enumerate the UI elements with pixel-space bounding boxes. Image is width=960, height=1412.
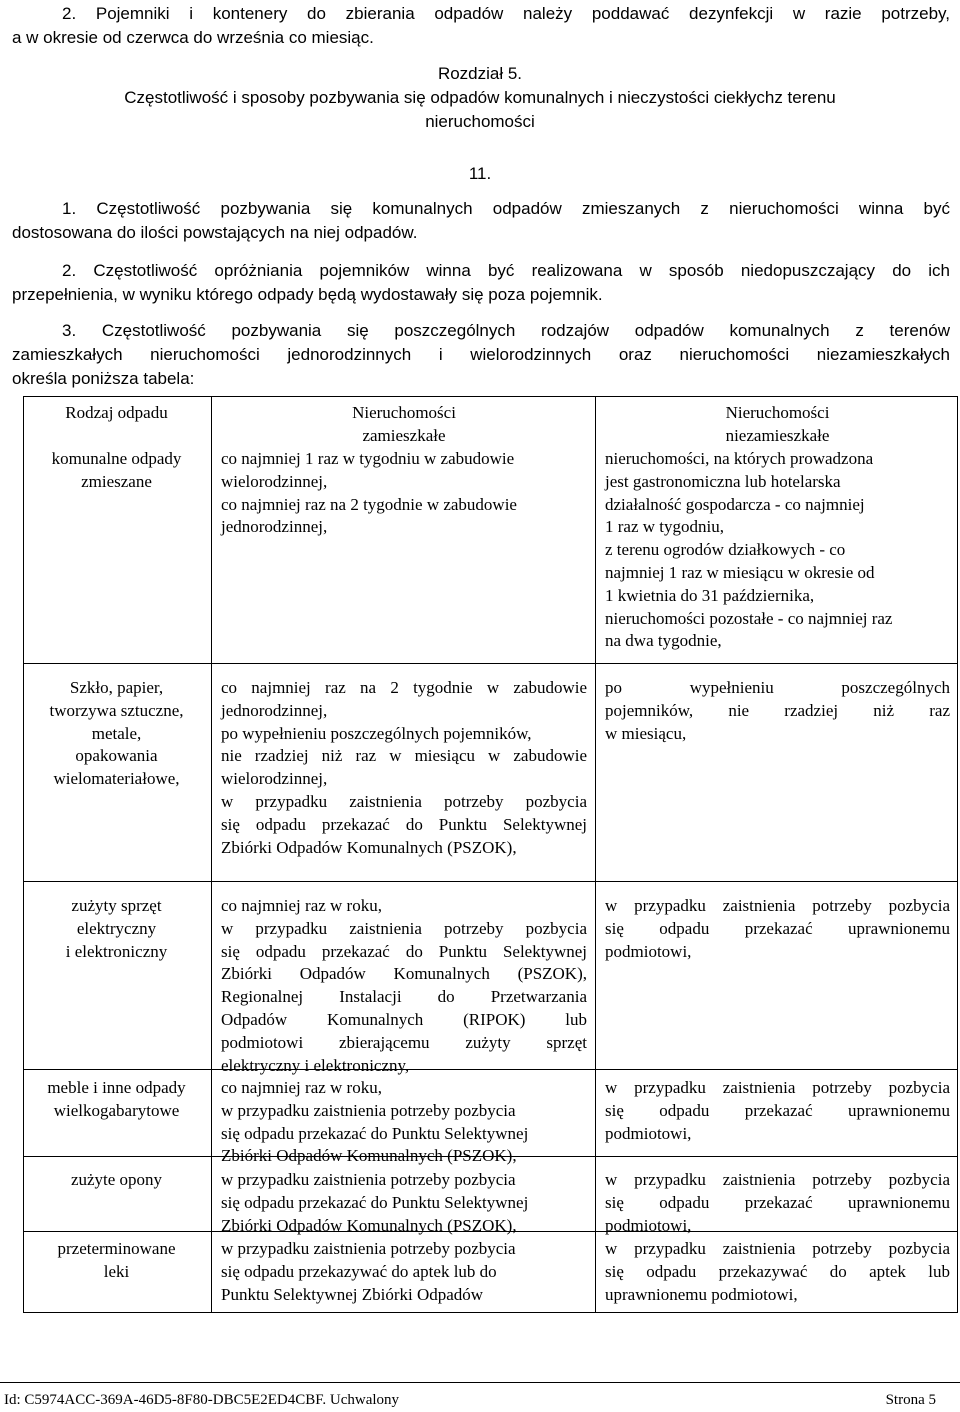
cell-line: Zbiórki Odpadów Komunalnych (PSZOK),	[221, 964, 587, 984]
cell-line: 1 kwietnia do 31 października,	[605, 585, 815, 605]
cell-residential	[221, 895, 587, 1077]
cell-line: co najmniej 1 raz w tygodniu w zabudowie	[221, 449, 515, 468]
cell-nonresidential	[605, 448, 950, 653]
header-nonresidential	[605, 402, 950, 448]
document-id: Id: C5974ACC-369A-46D5-8F80-DBC5E2ED4CBF. Uchwalony	[4, 1392, 400, 1408]
cell-waste-type	[34, 1169, 199, 1192]
cell-line: jest gastronomiczna lub hotelarska	[605, 471, 841, 491]
header-line: Nieruchomości	[725, 403, 830, 422]
section-number: 11.	[468, 164, 492, 183]
cell-waste-type	[34, 677, 199, 791]
column-divider	[211, 397, 212, 1312]
cell-line: w przypadku zaistnienia potrzeby pozbycia	[605, 1239, 950, 1258]
header-residential	[221, 402, 587, 448]
cell-nonresidential	[605, 1077, 950, 1145]
paragraph-line: zamieszkałych nieruchomości jednorodzinnych i wielorodzinnych oraz nieruchomości niezamieszkałych	[12, 345, 950, 364]
cell-line: jednorodzinnej,	[221, 700, 328, 720]
paragraph-line: przepełnienia, w wyniku którego odpady będą wydostawały się poza pojemnik.	[12, 285, 603, 304]
cell-line: się odpadu przekazać do Punktu Selektywnej	[221, 1192, 529, 1212]
cell-line: komunalne odpady	[51, 449, 182, 468]
paragraph-line: 3. Częstotliwość pozbywania się poszczególnych rodzajów odpadów komunalnych z terenów	[62, 321, 950, 340]
cell-line: Zbiórki Odpadów Komunalnych (PSZOK),	[221, 1146, 517, 1166]
cell-residential	[221, 448, 587, 539]
cell-line: na dwa tygodnie,	[605, 631, 722, 651]
cell-line: w przypadku zaistnienia potrzeby pozbycia	[221, 791, 587, 811]
cell-line: się odpadu przekazywać do aptek lub	[605, 1261, 950, 1281]
cell-line: nieruchomości, na których prowadzona	[605, 449, 874, 468]
row-divider	[24, 663, 957, 664]
paragraph-line: 1. Częstotliwość pozbywania się komunalnych odpadów zmieszanych z nieruchomości winna być	[62, 199, 950, 218]
cell-line: 1 raz w tygodniu,	[605, 517, 724, 537]
cell-line: co najmniej raz na 2 tygodnie w zabudowie	[221, 678, 587, 697]
cell-waste-type	[34, 1238, 199, 1284]
cell-line: leki	[103, 1261, 130, 1281]
cell-line: Punktu Selektywnej Zbiórki Odpadów	[221, 1284, 484, 1304]
cell-line: zużyty sprzęt	[71, 896, 162, 915]
cell-line: metale,	[91, 723, 142, 743]
cell-line: meble i inne odpady	[47, 1078, 186, 1097]
cell-line: podmiotowi zbierającemu zużyty sprzęt	[221, 1032, 587, 1052]
page-number: Strona 5	[885, 1392, 936, 1408]
cell-line: podmiotowi,	[605, 1123, 692, 1143]
cell-line: elektryczny	[76, 918, 157, 938]
cell-line: się odpadu przekazać uprawnionemu	[605, 1192, 950, 1212]
cell-waste-type	[34, 895, 199, 963]
cell-line: podmiotowi,	[605, 941, 692, 961]
cell-waste-type	[34, 1077, 199, 1123]
cell-residential	[221, 677, 587, 859]
cell-line: po wypełnieniu poszczególnych	[605, 678, 950, 697]
cell-line: najmniej 1 raz w miesiącu w okresie od	[605, 562, 875, 582]
cell-line: Regionalnej Instalacji do Przetwarzania	[221, 987, 587, 1007]
footer-rule	[0, 1382, 960, 1383]
cell-line: w przypadku zaistnienia potrzeby pozbycia	[221, 918, 587, 938]
cell-line: tworzywa sztuczne,	[49, 700, 184, 720]
cell-line: z terenu ogrodów działkowych - co	[605, 540, 846, 560]
cell-nonresidential	[605, 677, 950, 745]
cell-line: wielorodzinnej,	[221, 769, 328, 789]
cell-line: Zbiórki Odpadów Komunalnych (PSZOK),	[221, 837, 517, 857]
cell-nonresidential	[605, 1169, 950, 1237]
cell-line: się odpadu przekazać do Punktu Selektywnej	[221, 941, 587, 961]
cell-line: zużyte opony	[70, 1170, 163, 1189]
header-waste-type: Rodzaj odpadu	[65, 403, 168, 422]
collection-frequency-table	[23, 396, 958, 1313]
cell-line: elektryczny i elektroniczny,	[221, 1055, 410, 1075]
cell-line: w przypadku zaistnienia potrzeby pozbycia	[605, 1078, 950, 1097]
paragraph-line: 2. Pojemniki i kontenery do zbierania odpadów należy poddawać dezynfekcji w razie potrzeby,	[62, 4, 950, 23]
cell-line: wielomateriałowe,	[53, 769, 180, 789]
chapter-number: Rozdział 5.	[437, 64, 523, 83]
cell-line: po wypełnieniu poszczególnych pojemników,	[221, 723, 532, 743]
cell-line: podmiotowi,	[605, 1215, 692, 1235]
cell-line: jednorodzinnej,	[221, 517, 328, 537]
header-line: zamieszkałe	[362, 425, 446, 445]
header-line: niezamieszkałe	[725, 425, 830, 445]
cell-line: co najmniej raz na 2 tygodnie w zabudowie	[221, 494, 517, 514]
cell-line: nieruchomości pozostałe - co najmniej raz	[605, 608, 893, 628]
row-divider	[24, 881, 957, 882]
cell-line: wielkogabarytowe	[53, 1100, 180, 1120]
cell-line: pojemników, nie rzadziej niż raz	[605, 700, 950, 720]
cell-line: w przypadku zaistnienia potrzeby pozbycia	[605, 1170, 950, 1189]
cell-line: Zbiórki Odpadów Komunalnych (PSZOK),	[221, 1215, 517, 1235]
cell-line: zmieszane	[81, 471, 152, 491]
cell-line: się odpadu przekazać uprawnionemu	[605, 918, 950, 938]
cell-nonresidential	[605, 1238, 950, 1306]
paragraph-line: a w okresie od czerwca do września co miesiąc.	[12, 28, 374, 47]
cell-line: w przypadku zaistnienia potrzeby pozbycia	[221, 1100, 516, 1120]
cell-line: co najmniej raz w roku,	[221, 896, 382, 915]
cell-residential	[221, 1238, 587, 1306]
cell-line: przeterminowane	[57, 1239, 176, 1258]
cell-line: uprawnionemu podmiotowi,	[605, 1284, 798, 1304]
cell-line: się odpadu przekazać do Punktu Selektywnej	[221, 814, 587, 834]
header-line: Nieruchomości	[352, 403, 456, 422]
cell-line: się odpadu przekazywać do aptek lub do	[221, 1261, 497, 1281]
cell-line: opakowania	[75, 746, 158, 766]
chapter-title-line: nieruchomości	[425, 112, 535, 131]
cell-residential	[221, 1169, 587, 1237]
cell-line: działalność gospodarcza - co najmniej	[605, 494, 865, 514]
cell-line: wielorodzinnej,	[221, 471, 328, 491]
column-divider	[595, 397, 596, 1312]
cell-line: Odpadów Komunalnych (RIPOK) lub	[221, 1009, 587, 1029]
cell-line: i elektroniczny	[65, 941, 168, 961]
cell-line: nie rzadziej niż raz w miesiącu w zabudowie	[221, 746, 587, 766]
cell-line: w przypadku zaistnienia potrzeby pozbycia	[221, 1239, 516, 1258]
paragraph-line: określa poniższa tabela:	[12, 369, 195, 388]
paragraph-line: 2. Częstotliwość opróżniania pojemników winna być realizowana w sposób niedopuszczający do ich	[62, 261, 950, 280]
cell-waste-type	[34, 448, 199, 494]
chapter-title-line: Częstotliwość i sposoby pozbywania się odpadów komunalnych i nieczystości ciekłychz terenu	[124, 88, 836, 107]
cell-nonresidential	[605, 895, 950, 963]
paragraph-line: dostosowana do ilości powstających na niej odpadów.	[12, 223, 418, 242]
cell-residential	[221, 1077, 587, 1168]
cell-line: co najmniej raz w roku,	[221, 1078, 382, 1097]
cell-line: się odpadu przekazać do Punktu Selektywnej	[221, 1123, 529, 1143]
cell-line: w przypadku zaistnienia potrzeby pozbycia	[221, 1170, 516, 1189]
cell-line: w przypadku zaistnienia potrzeby pozbycia	[605, 896, 950, 915]
cell-line: się odpadu przekazać uprawnionemu	[605, 1100, 950, 1120]
cell-line: w miesiącu,	[605, 723, 687, 743]
cell-line: Szkło, papier,	[69, 678, 164, 697]
